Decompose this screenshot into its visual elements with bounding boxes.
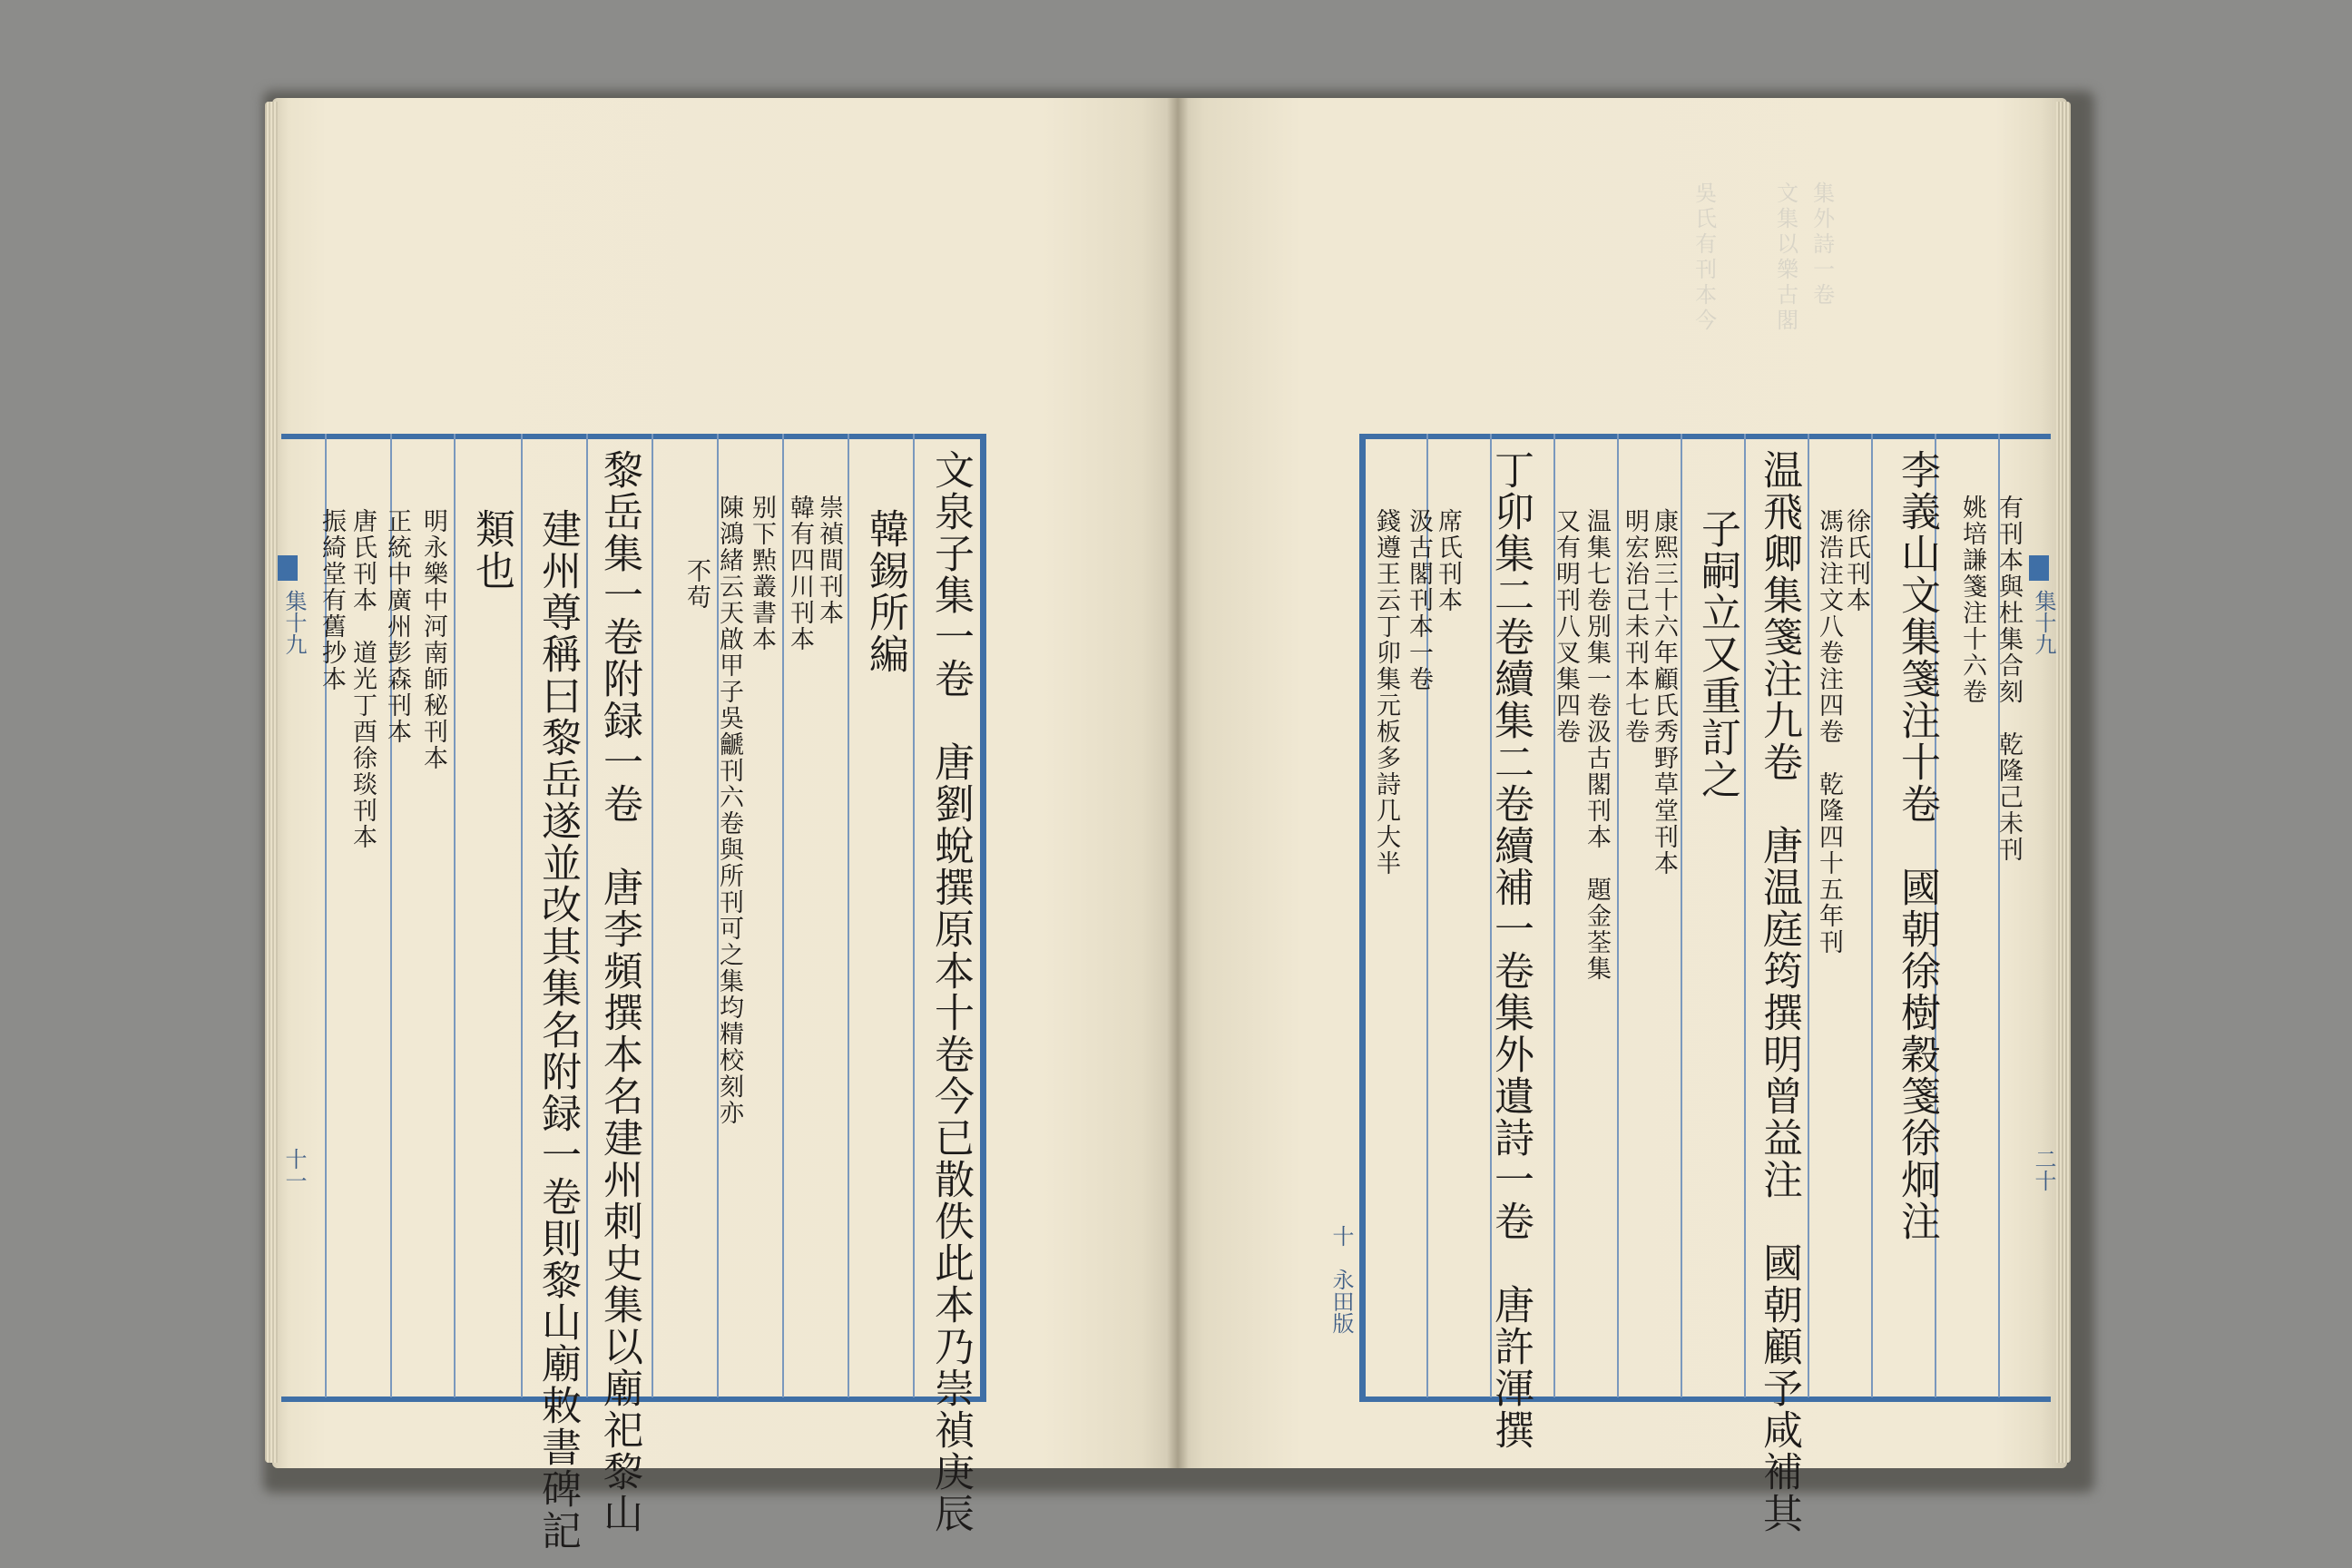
text-column: 唐氏刊本 道光丁酉徐琰刊本 [348,508,377,850]
text-column: 席氏刊本 [1434,508,1462,613]
text-column: 有刊本與杜集合刻 乾隆己未刊 [1994,495,2023,863]
text-column: 振綺堂有舊抄本 [318,508,346,692]
text-column: 陳鴻緒云天啟甲子吳䶵刊六卷與所刊可之集均精校刻亦 [715,495,743,1126]
column-rule [586,434,588,1397]
text-column: 温集七卷別集一卷汲古閣刊本 題金荃集 [1583,508,1611,982]
text-column: 康熙三十六年顧氏秀野草堂刊本 [1650,508,1678,877]
text-column: 别下㸃叢書本 [748,495,776,652]
right-page-edges [2056,102,2071,1463]
left-folio-number: 十一 [281,1148,307,1191]
text-column: 韓有四川刊本 [786,495,814,652]
fishtail-marker [2029,555,2049,581]
left-page-edges [265,102,278,1463]
column-rule [454,434,456,1397]
text-column: 李義山文集箋注十卷 國朝徐樹穀箋徐炯注 [1894,449,1940,1242]
text-column: 崇禎間刊本 [815,495,843,626]
text-column: 又有明刊八叉集四卷 [1552,508,1580,745]
text-column: 丁卯集二卷續集二卷續補一卷集外遺詩一卷 唐許渾撰 [1487,449,1534,1451]
text-column: 明永樂中河南師秘刊本 [419,508,447,771]
left-margin-label: 集十九 [281,590,307,655]
text-column: 建州尊稱曰黎岳遂並改其集名附録一卷則黎山廟敕書碑記 [534,508,581,1552]
column-rule [1871,434,1873,1397]
text-column: 姚培謙箋注十六卷 [1958,495,1986,705]
bleed-through-text: 集外詩一卷 [1808,181,1835,309]
text-column: 不苟 [682,558,710,611]
column-rule [848,434,849,1397]
bleed-through-text: 文集以樂古閣 [1772,181,1798,334]
text-column: 韓錫所編 [862,508,908,675]
column-rule [652,434,653,1397]
text-column: 徐氏刊本 [1842,508,1870,613]
right-margin-label: 集十九 [2031,590,2056,655]
text-column: 子嗣立又重訂之 [1694,508,1740,800]
column-rule [1744,434,1746,1397]
text-column: 黎岳集一卷附録一卷 唐李頻撰本名建州刺史集以廟祀黎山 [596,449,642,1534]
bleed-through-text: 吳氏有刊本今 [1690,181,1717,334]
text-column: 温飛卿集箋注九卷 唐温庭筠撰明曾益注 國朝顧予咸補其 [1756,449,1802,1534]
text-column: 汲古閣刊本一卷 [1405,508,1433,692]
text-column: 文泉子集一卷 唐劉蛻撰原本十卷今已散佚此本乃崇禎庚辰 [927,449,974,1534]
column-rule [913,434,915,1397]
text-column: 馮浩注文八卷注四卷 乾隆四十五年刊 [1815,508,1843,956]
printer-mark: 十 永田版 [1328,1225,1354,1334]
text-column: 正統中廣州彭森刊本 [383,508,411,745]
fishtail-marker [278,555,298,581]
column-rule [521,434,523,1397]
column-rule [782,434,784,1397]
book-gutter [1167,98,1189,1468]
text-column: 類也 [468,508,514,592]
column-rule [1808,434,1809,1397]
text-column: 錢遵王云丁卯集元板多詩几大半 [1372,508,1400,877]
right-folio-number: 二十 [2031,1148,2056,1191]
column-rule [1617,434,1619,1397]
text-column: 明宏治己未刊本七卷 [1621,508,1649,745]
column-rule [1681,434,1682,1397]
